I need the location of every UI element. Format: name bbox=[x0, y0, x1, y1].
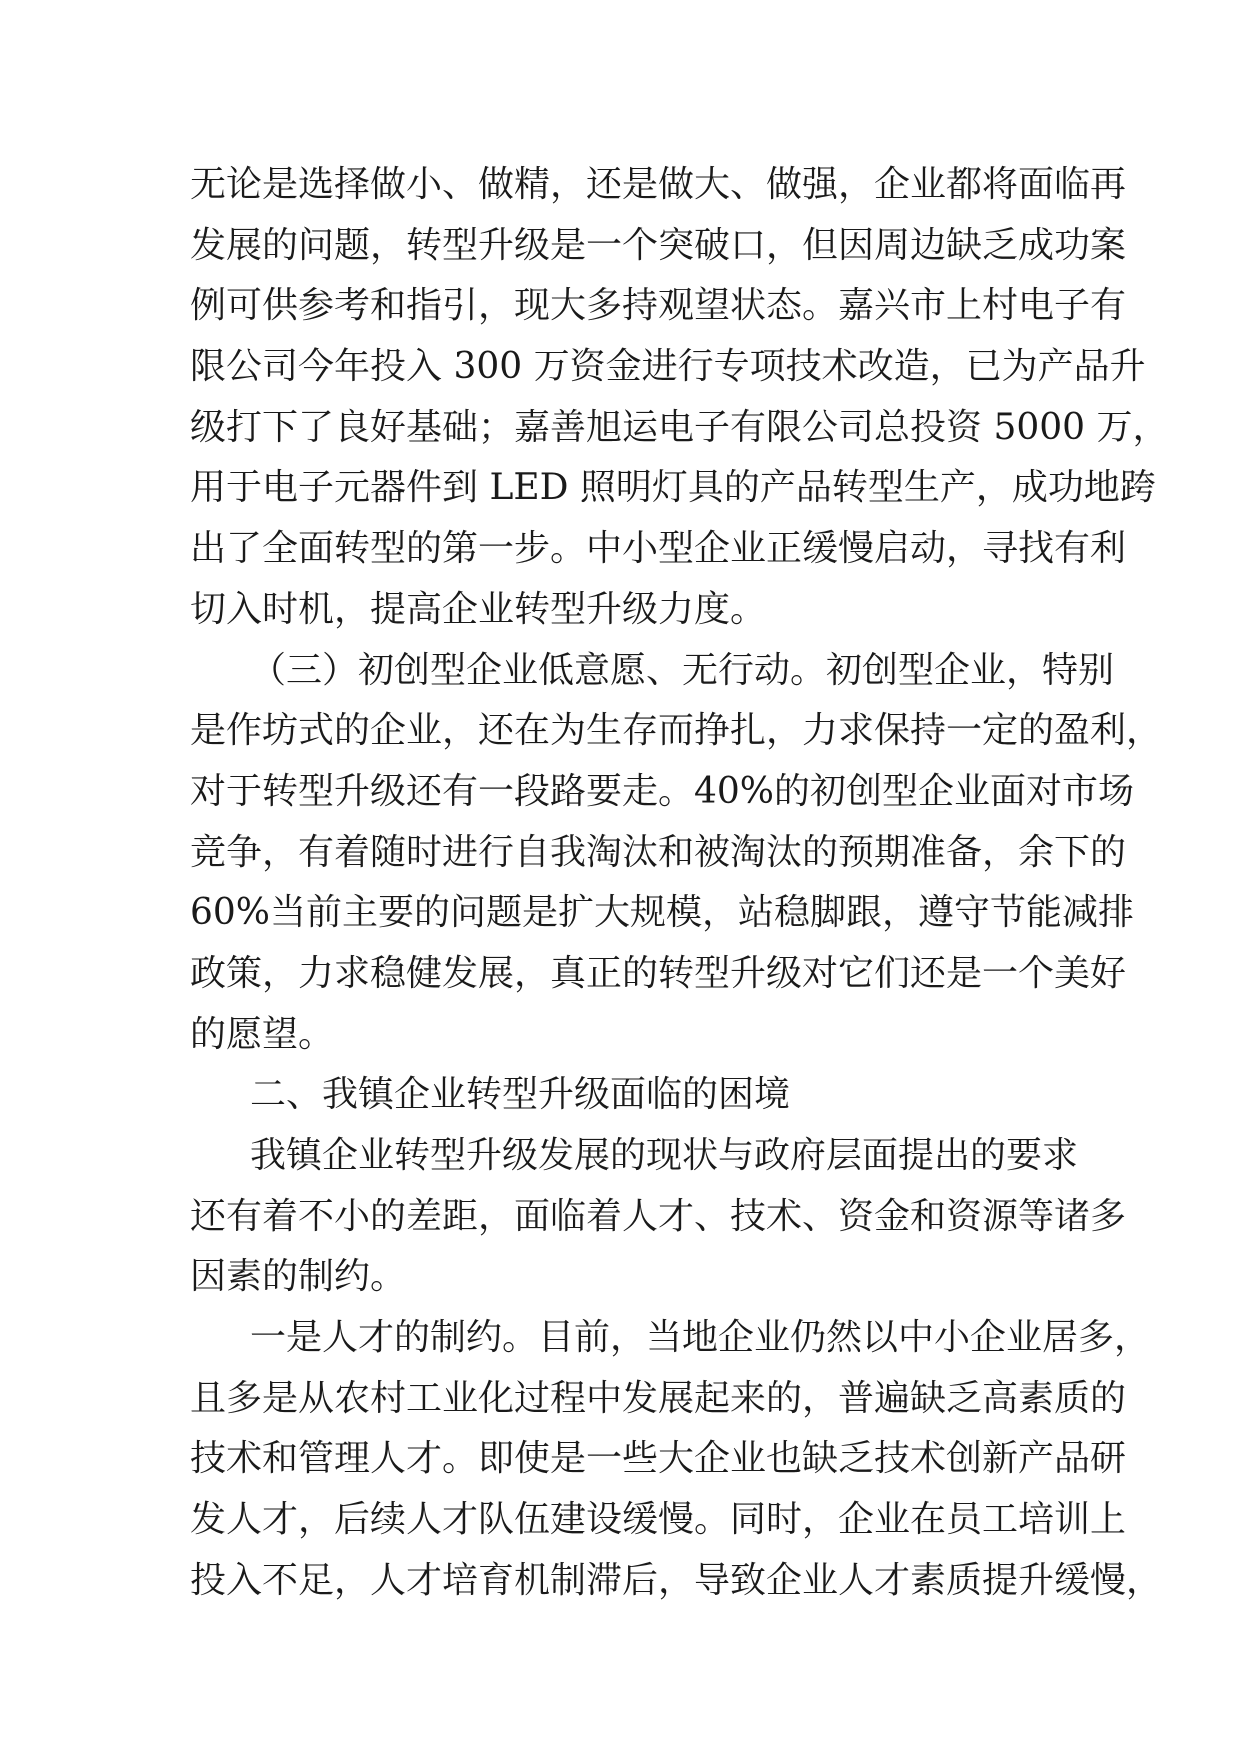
text-line: 出了全面转型的第一步。中小型企业正缓慢启动，寻找有利 bbox=[190, 528, 1127, 570]
text-line: 因素的制约。 bbox=[190, 1256, 407, 1298]
text-line: 的愿望。 bbox=[190, 1013, 335, 1055]
text-line: 我镇企业转型升级发展的现状与政府层面提出的要求 bbox=[250, 1135, 1079, 1176]
text-line: 60%当前主要的问题是扩大规模，站稳脚跟，遵守节能减排 bbox=[190, 892, 1135, 934]
text-line: 且多是从农村工业化过程中发展起来的，普遍缺乏高素质的 bbox=[190, 1377, 1127, 1419]
section-heading-line: （三）初创型企业低意愿、无行动。初创型企业，特别 bbox=[250, 649, 1115, 691]
text-line: 级打下了良好基础；嘉善旭运电子有限公司总投资 5000 万， bbox=[190, 406, 1169, 448]
text-line: 政策，力求稳健发展，真正的转型升级对它们还是一个美好 bbox=[190, 952, 1127, 994]
text-line: 无论是选择做小、做精，还是做大、做强，企业都将面临再 bbox=[190, 164, 1127, 205]
text-line: 发展的问题，转型升级是一个突破口，但因周边缺乏成功案 bbox=[190, 224, 1127, 266]
text-line: 投入不足，人才培育机制滞后，导致企业人才素质提升缓慢， bbox=[190, 1559, 1163, 1601]
text-line: 用于电子元器件到 LED 照明灯具的产品转型生产，成功地跨 bbox=[190, 467, 1156, 509]
text-line: 竞争，有着随时进行自我淘汰和被淘汰的预期准备，余下的 bbox=[190, 831, 1127, 873]
text-line: 是作坊式的企业，还在为生存而挣扎，力求保持一定的盈利， bbox=[190, 710, 1163, 752]
text-line: 技术和管理人才。即使是一些大企业也缺乏技术创新产品研 bbox=[190, 1438, 1127, 1480]
text-line: 切入时机，提高企业转型升级力度。 bbox=[190, 588, 767, 630]
text-line: 例可供参考和指引，现大多持观望状态。嘉兴市上村电子有 bbox=[190, 285, 1127, 327]
body-text bbox=[190, 155, 1169, 1612]
section-heading: 二、我镇企业转型升级面临的困境 bbox=[250, 1074, 791, 1116]
text-line: 限公司今年投入 300 万资金进行专项技术改造，已为产品升 bbox=[190, 346, 1146, 388]
text-line: 还有着不小的差距，面临着人才、技术、资金和资源等诸多 bbox=[190, 1195, 1127, 1237]
text-line: 发人才，后续人才队伍建设缓慢。同时，企业在员工培训上 bbox=[190, 1499, 1127, 1541]
text-line: 一是人才的制约。目前，当地企业仍然以中小企业居多， bbox=[250, 1317, 1151, 1359]
text-line: 对于转型升级还有一段路要走。40%的初创型企业面对市场 bbox=[190, 770, 1135, 812]
